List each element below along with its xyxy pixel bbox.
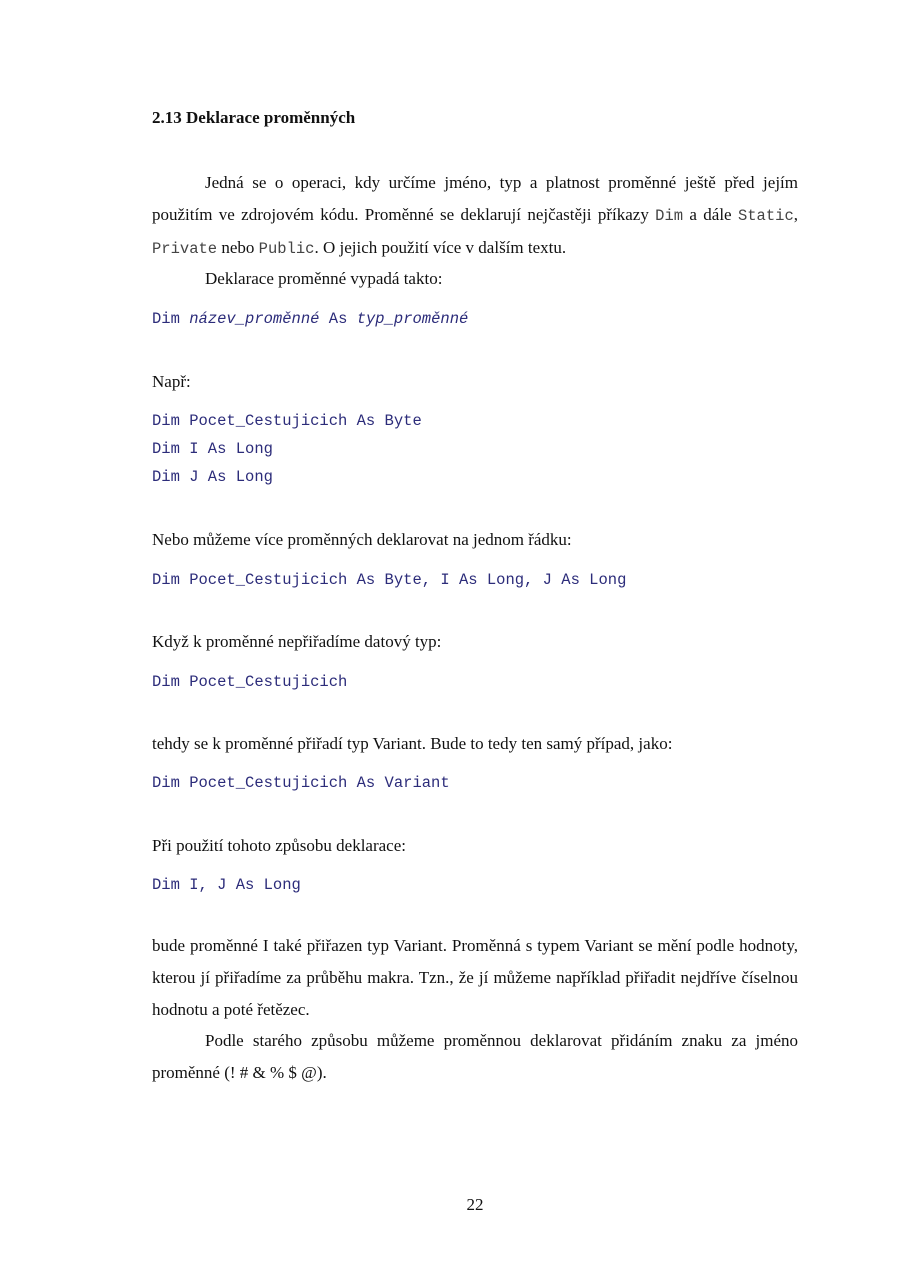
way-code-line: Dim I, J As Long [152, 876, 301, 894]
intro-text-4: nebo [217, 238, 259, 257]
syntax-line [152, 310, 468, 328]
multi-code-line: Dim Pocet_Cestujicich As Byte, I As Long, J As Long [152, 571, 627, 589]
page-number: 22 [466, 1195, 484, 1214]
keyword-private: Private [152, 240, 218, 258]
variant-paragraph: bude proměnné I také přiřazen typ Variant. Proměnná s typem Variant se mění podle hodnoty, kterou jí přiřadíme za průběhu makra. Tzn., že jí můžeme například přiřadit nejdříve číselnou hodnotu a poté řetězec. [152, 936, 798, 1019]
notype-label: Když k proměnné nepřiřadíme datový typ: [152, 632, 442, 651]
code-line: Dim Pocet_Cestujicich As Byte [152, 412, 422, 430]
multi-label: Nebo můžeme více proměnných deklarovat na jednom řádku: [152, 530, 572, 549]
intro-text-1: Jedná se o operaci, kdy určíme jméno, typ a platnost proměnné ještě před jejím použitím ve zdrojovém kódu. Proměnné se deklarují nejčastěji příkazy [152, 173, 798, 224]
way-label: Při použití tohoto způsobu deklarace: [152, 836, 406, 855]
code-line: Dim I As Long [152, 440, 273, 458]
declare-intro: Deklarace proměnné vypadá takto: [205, 269, 443, 288]
intro-text-2: a dále [683, 205, 738, 224]
syntax-dim: Dim [152, 310, 180, 328]
intro-text-5: . O jejich použití více v dalším textu. [314, 238, 567, 257]
code-line: Dim J As Long [152, 468, 273, 486]
intro-text-3: , [793, 205, 799, 224]
variant-label: tehdy se k proměnné přiřadí typ Variant. Bude to tedy ten samý případ, jako: [152, 734, 673, 753]
notype-code-line: Dim Pocet_Cestujicich [152, 673, 348, 691]
intro-paragraph [152, 167, 798, 265]
keyword-public: Public [258, 240, 315, 258]
syntax-as: As [328, 310, 348, 328]
section-heading: 2.13 Deklarace proměnných [152, 108, 356, 127]
variant-code-line: Dim Pocet_Cestujicich As Variant [152, 774, 450, 792]
syntax-type: typ_proměnné [356, 310, 469, 328]
syntax-name: název_proměnné [189, 310, 320, 328]
example-label: Např: [152, 372, 191, 391]
keyword-static: Static [737, 207, 794, 225]
old-way-paragraph: Podle starého způsobu můžeme proměnnou deklarovat přidáním znaku za jméno proměnné (! # & % $ @). [152, 1031, 798, 1082]
keyword-dim: Dim [655, 207, 684, 225]
